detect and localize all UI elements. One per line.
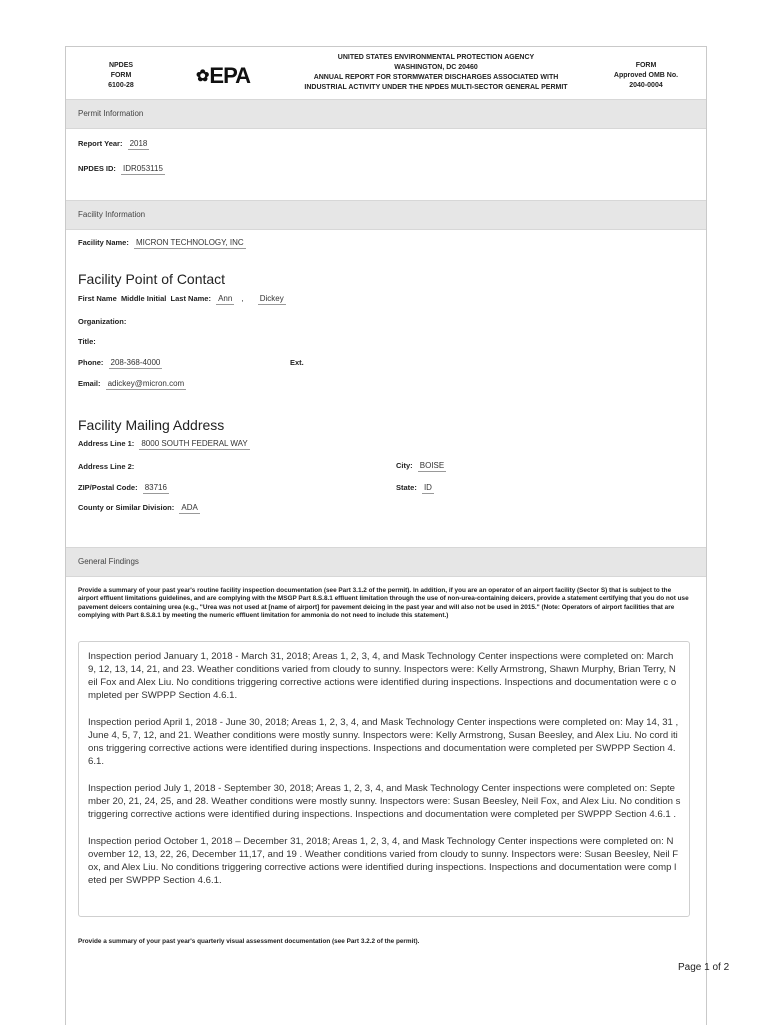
agency-line: UNITED STATES ENVIRONMENTAL PROTECTION AGENCY xyxy=(337,54,535,61)
county-value[interactable]: ADA xyxy=(181,503,198,512)
band-title: General Findings xyxy=(78,557,139,566)
email-label: Email: xyxy=(78,379,101,388)
report-year-field xyxy=(78,139,149,150)
agency-line: INDUSTRIAL ACTIVITY UNDER THE NPDES MULTI-SECTOR GENERAL PERMIT xyxy=(304,84,568,91)
last-name-label: Last Name: xyxy=(170,294,211,303)
omb-line: 2040-0004 xyxy=(629,82,663,89)
omb-line: Approved OMB No. xyxy=(613,72,679,79)
permit-information-band xyxy=(66,99,706,129)
band-title: Facility Information xyxy=(78,210,146,219)
report-year-label: Report Year: xyxy=(78,139,123,148)
contact-name-field xyxy=(78,294,286,305)
middle-initial-value[interactable]: , xyxy=(241,294,244,303)
report-year-value[interactable]: 2018 xyxy=(129,139,148,148)
county-label: County or Similar Division: xyxy=(78,503,175,512)
title-field[interactable] xyxy=(78,337,96,346)
mailing-section-title: Facility Mailing Address xyxy=(78,417,225,433)
form-page xyxy=(65,46,707,1025)
email-value[interactable]: adickey@micron.com xyxy=(107,379,185,388)
address-line1-label: Address Line 1: xyxy=(78,439,135,448)
inspection-paragraph: Inspection period April 1, 2018 - June 30, 2018; Areas 1, 2, 3, 4, and Mask Technology Center inspections were completed on: May 14, 31 , June 4, 5, 7, 12, and 21. Weather conditions were mostly sunny. Inspectors were: Kelly Armstrong, Susan Beesley, and Alex Liu. No cord itions triggering corrective actions were identified during inspections. Inspections and documentation were completed per SWPPP Section 4.6.1. xyxy=(88,717,679,767)
address-line2-field[interactable] xyxy=(78,462,134,471)
zip-value[interactable]: 83716 xyxy=(144,483,167,492)
email-field xyxy=(78,379,186,390)
organization-label: Organization: xyxy=(78,317,127,326)
npdes-id-field xyxy=(78,164,165,175)
address-line1-field xyxy=(78,439,250,450)
phone-value[interactable]: 208-368-4000 xyxy=(110,358,161,367)
county-field xyxy=(78,503,200,514)
omb-line: FORM xyxy=(635,62,657,69)
epa-logo-text: EPA xyxy=(209,63,251,88)
facility-name-label: Facility Name: xyxy=(78,238,129,247)
omb-block xyxy=(611,61,681,91)
form-id-line: 6100-28 xyxy=(108,82,134,89)
title-label: Title: xyxy=(78,337,96,346)
form-header xyxy=(66,47,706,99)
form-id-block xyxy=(96,61,146,91)
inspection-summary-prompt: Provide a summary of your past year's routine facility inspection documentation (see Part 3.1.2 of the permit). In addition, if you are an operator of an airport facility (Sector S) that is subject to the airport effluent limitations guidelines, and are complying with the MSGP Part 8.S.8.1 effluent limitation through the use of non-urea-containing deicers, provide a statement certifying that you do not use pavement deicers containing urea (e.g., "Urea was not used at [name of airport] for pavement deicing in the past year and will also not be used in 2015." (Note: Operators of airport facilities that are complying with Part 8.S.8.1 by meeting the numeric effluent limitation for ammonia do not need to include this statement.) xyxy=(78,587,689,620)
facility-name-value[interactable]: MICRON TECHNOLOGY, INC xyxy=(135,238,244,247)
state-label: State: xyxy=(396,483,417,492)
facility-name-field xyxy=(78,238,246,249)
state-value[interactable]: ID xyxy=(423,483,432,492)
agency-line: ANNUAL REPORT FOR STORMWATER DISCHARGES ASSOCIATED WITH xyxy=(313,74,559,81)
organization-field[interactable] xyxy=(78,317,126,326)
inspection-paragraph: Inspection period January 1, 2018 - March 31, 2018; Areas 1, 2, 3, 4, and Mask Technology Center inspections were completed on: March 9, 12, 13, 14, 21, and 23. Weather conditions varied from cloudy to sunny. Inspectors were: Kelly Armstrong, Shawn Murphy, Brian Terry, Neil Fox and Alex Liu. No conditions triggering corrective actions were identified during inspections. Inspections and documentation were c ompleted per SWPPP Section 4.6.1. xyxy=(88,651,677,701)
city-field xyxy=(396,461,446,472)
agency-line: WASHINGTON, DC 20460 xyxy=(394,64,478,71)
city-label: City: xyxy=(396,461,413,470)
npdes-id-label: NPDES ID: xyxy=(78,164,116,173)
general-findings-band xyxy=(66,547,706,577)
first-name-label: First Name xyxy=(78,294,117,303)
visual-assessment-prompt: Provide a summary of your past year's quarterly visual assessment documentation (see Part 3.2.2 of the permit). xyxy=(78,938,420,945)
agency-title-block xyxy=(301,53,571,93)
npdes-id-value[interactable]: IDR053115 xyxy=(123,164,163,173)
last-name-value[interactable]: Dickey xyxy=(259,294,284,303)
band-title: Permit Information xyxy=(78,109,144,118)
form-id-line: FORM xyxy=(110,72,132,79)
first-name-value[interactable]: Ann xyxy=(218,294,233,303)
ext-label: Ext. xyxy=(290,358,304,367)
address-line1-value[interactable]: 8000 SOUTH FEDERAL WAY xyxy=(141,439,248,448)
page-number: Page 1 of 2 xyxy=(678,962,730,973)
state-field xyxy=(396,483,434,494)
phone-label: Phone: xyxy=(78,358,104,367)
city-value[interactable]: BOISE xyxy=(419,461,445,470)
inspection-paragraph: Inspection period July 1, 2018 - September 30, 2018; Areas 1, 2, 3, 4, and Mask Technology Center inspections were completed on: Septe mber 20, 21, 24, 25, and 28. Weather conditions were mostly sunny. Inspectors were: Susan Beesley, Neil Fox, and Alex Liu. No condition s triggering corrective actions were identified during inspections. Inspections and documentation were completed per SWPPP Section 4.6.1 . xyxy=(88,783,681,820)
epa-flower-icon: ✿ xyxy=(196,68,209,85)
zip-field xyxy=(78,483,169,494)
contact-section-title: Facility Point of Contact xyxy=(78,271,226,287)
epa-logo xyxy=(196,63,250,89)
inspection-summary-textarea[interactable] xyxy=(78,641,690,917)
facility-information-band xyxy=(66,200,706,230)
zip-label: ZIP/Postal Code: xyxy=(78,483,138,492)
inspection-paragraph: Inspection period October 1, 2018 – December 31, 2018; Areas 1, 2, 3, 4, and Mask Technology Center inspections were completed on: N ovember 12, 13, 22, 26, December 11,17, and 19 . Weather conditions varied from cloudy to sunny. Inspectors were: Susan Beesley, Neil Fox, and Alex Liu. No conditions triggering corrective actions were identified during inspections. Inspections and documentation were comp leted per SWPPP Section 4.6.1. xyxy=(88,836,679,886)
address-line2-label: Address Line 2: xyxy=(78,462,135,471)
ext-field[interactable] xyxy=(290,358,304,367)
phone-field xyxy=(78,358,162,369)
middle-initial-label: Middle Initial xyxy=(120,294,167,303)
form-id-line: NPDES xyxy=(108,62,134,69)
